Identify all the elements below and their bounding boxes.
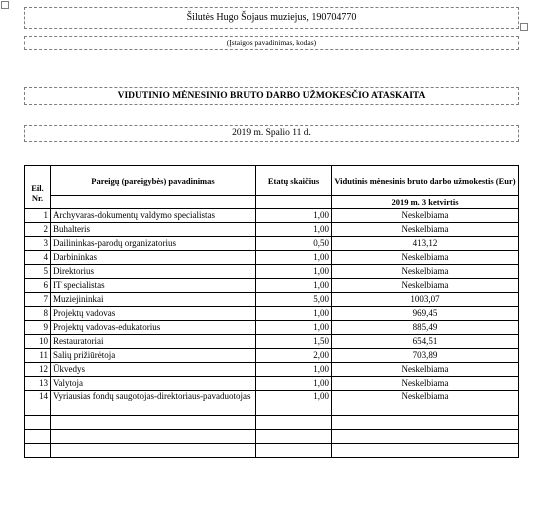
header-period: 2019 m. 3 ketvirtis (332, 196, 519, 209)
row-number: 10 (25, 335, 51, 349)
row-position: Vyriausias fondų saugotojas-direktoriaus-pavaduotojas (51, 391, 256, 416)
empty-cell (256, 444, 332, 458)
table-row (25, 377, 519, 391)
row-position: Darbininkas (51, 251, 256, 265)
organization-hint-text: (Įstaigos pavadinimas, kodas) (226, 38, 317, 47)
row-count: 1,00 (256, 363, 332, 377)
row-count: 1,00 (256, 321, 332, 335)
empty-cell (256, 430, 332, 444)
row-salary: Neskelbiama (332, 279, 519, 293)
empty-cell (51, 444, 256, 458)
row-salary: Neskelbiama (332, 391, 519, 416)
row-position: Projektų vadovas (51, 307, 256, 321)
table-row-empty (25, 444, 519, 458)
text-box-handle-top-left[interactable] (1, 1, 9, 9)
row-number: 1 (25, 209, 51, 223)
header-position: Pareigų (pareigybės) pavadinimas (51, 166, 256, 196)
empty-cell (332, 430, 519, 444)
table-row (25, 363, 519, 377)
row-position: Valytoja (51, 377, 256, 391)
row-number: 3 (25, 237, 51, 251)
row-salary: Neskelbiama (332, 223, 519, 237)
table-row-empty (25, 416, 519, 430)
row-number: 8 (25, 307, 51, 321)
row-count: 1,00 (256, 265, 332, 279)
header-salary (332, 166, 519, 196)
text-box-handle-top-right[interactable] (520, 23, 528, 31)
row-position: Buhalteris (51, 223, 256, 237)
row-salary: Neskelbiama (332, 363, 519, 377)
report-date-text: 2019 m. Spalio 11 d. (232, 128, 311, 138)
header-salary-text: Vidutinis mėnesinis bruto darbo užmokestis (Eur) (334, 175, 516, 186)
row-number: 7 (25, 293, 51, 307)
table-row (25, 223, 519, 237)
row-number: 9 (25, 321, 51, 335)
table-row-empty (25, 430, 519, 444)
row-position: Direktorius (51, 265, 256, 279)
row-count: 1,00 (256, 279, 332, 293)
empty-cell (51, 430, 256, 444)
row-position: IT specialistas (51, 279, 256, 293)
organization-name-text: Šilutės Hugo Šojaus muziejus, 190704770 (186, 12, 357, 23)
empty-cell (25, 430, 51, 444)
row-number: 13 (25, 377, 51, 391)
row-salary: 654,51 (332, 335, 519, 349)
row-count: 2,00 (256, 349, 332, 363)
subheader-empty-position (51, 196, 256, 209)
table-row (25, 307, 519, 321)
row-count: 1,50 (256, 335, 332, 349)
row-salary: Neskelbiama (332, 265, 519, 279)
table-row (25, 265, 519, 279)
header-nr-line1: Eil. (31, 183, 44, 193)
organization-hint (24, 36, 519, 50)
header-nr (25, 166, 51, 209)
empty-cell (51, 416, 256, 430)
row-count: 1,00 (256, 307, 332, 321)
row-number: 5 (25, 265, 51, 279)
report-title (24, 87, 519, 105)
row-number: 12 (25, 363, 51, 377)
row-position: Archyvaras-dokumentų valdymo specialistas (51, 209, 256, 223)
row-position: Ūkvedys (51, 363, 256, 377)
table-row (25, 209, 519, 223)
row-salary: Neskelbiama (332, 251, 519, 265)
table-row (25, 237, 519, 251)
row-number: 4 (25, 251, 51, 265)
table-body (25, 209, 519, 458)
row-number: 2 (25, 223, 51, 237)
row-count: 1,00 (256, 391, 332, 416)
row-number: 11 (25, 349, 51, 363)
table-row (25, 321, 519, 335)
empty-cell (332, 444, 519, 458)
table-row (25, 349, 519, 363)
table-row (25, 293, 519, 307)
row-salary: 703,89 (332, 349, 519, 363)
salary-table (24, 165, 519, 458)
row-count: 5,00 (256, 293, 332, 307)
organization-name (24, 7, 519, 29)
header-nr-line2: Nr. (31, 193, 44, 203)
table-row (25, 251, 519, 265)
row-number: 6 (25, 279, 51, 293)
row-position: Muziejininkai (51, 293, 256, 307)
row-salary: Neskelbiama (332, 377, 519, 391)
row-position: Salių prižiūrėtoja (51, 349, 256, 363)
row-number: 14 (25, 391, 51, 416)
subheader-empty-count (256, 196, 332, 209)
header-count: Etatų skaičius (256, 166, 332, 196)
table-header-row (25, 166, 519, 196)
table-row (25, 335, 519, 349)
row-count: 0,50 (256, 237, 332, 251)
row-count: 1,00 (256, 209, 332, 223)
report-title-text: VIDUTINIO MĖNESINIO BRUTO DARBO UŽMOKESČIO ATASKAITA (117, 91, 426, 101)
row-salary: 413,12 (332, 237, 519, 251)
row-salary: Neskelbiama (332, 209, 519, 223)
table-row (25, 279, 519, 293)
table-row (25, 391, 519, 416)
table-subheader-row (25, 196, 519, 209)
empty-cell (332, 416, 519, 430)
empty-cell (256, 416, 332, 430)
row-salary: 969,45 (332, 307, 519, 321)
row-position: Dailininkas-parodų organizatorius (51, 237, 256, 251)
row-position: Restauratoriai (51, 335, 256, 349)
empty-cell (25, 416, 51, 430)
row-count: 1,00 (256, 251, 332, 265)
row-salary: 1003,07 (332, 293, 519, 307)
row-count: 1,00 (256, 223, 332, 237)
row-salary: 885,49 (332, 321, 519, 335)
row-count: 1,00 (256, 377, 332, 391)
row-position: Projektų vadovas-edukatorius (51, 321, 256, 335)
empty-cell (25, 444, 51, 458)
report-date (24, 125, 519, 142)
